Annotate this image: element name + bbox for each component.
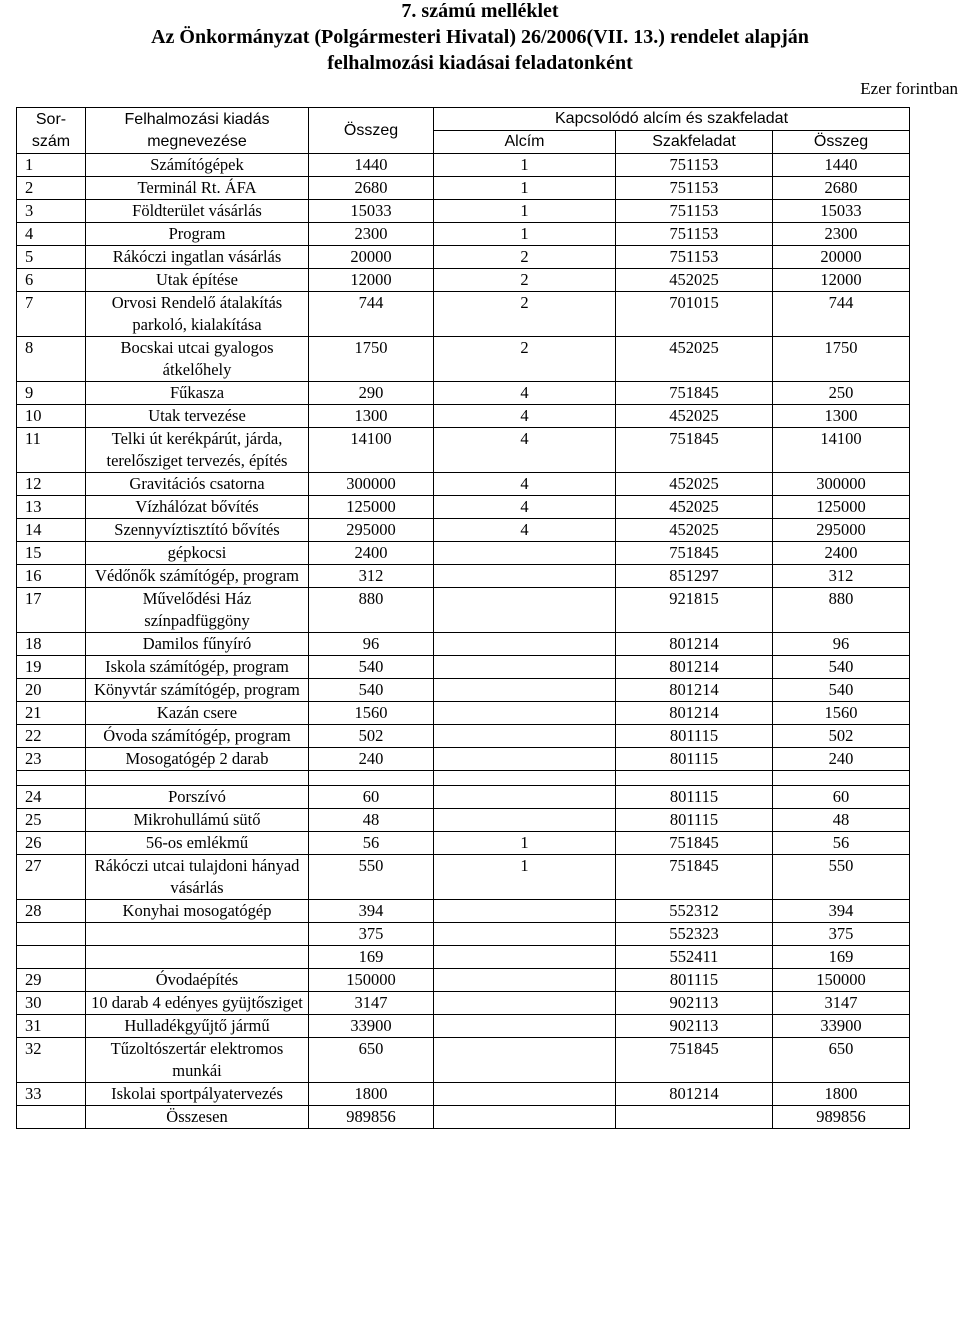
row-name: Könyvtár számítógép, program <box>86 679 309 702</box>
total-sum: 989856 <box>309 1106 434 1129</box>
table-row <box>17 1015 910 1038</box>
row-name: Óvoda számítógép, program <box>86 725 309 748</box>
row-szakfeladat: 552312 <box>616 900 773 923</box>
row-alcim: 1 <box>434 177 616 200</box>
row-number: 27 <box>17 855 86 900</box>
row-sum: 295000 <box>309 519 434 542</box>
row-name: Földterület vásárlás <box>86 200 309 223</box>
row-total: 1440 <box>773 154 910 177</box>
row-name: Iskolai sportpályatervezés <box>86 1083 309 1106</box>
row-number: 23 <box>17 748 86 771</box>
row-number: 30 <box>17 992 86 1015</box>
row-sum: 300000 <box>309 473 434 496</box>
row-szakfeladat: 452025 <box>616 405 773 428</box>
col-header-name-line2: megnevezése <box>147 132 247 150</box>
row-sum: 880 <box>309 588 434 633</box>
spacer-cell <box>434 771 616 786</box>
row-total: 33900 <box>773 1015 910 1038</box>
row-alcim: 1 <box>434 832 616 855</box>
row-alcim: 1 <box>434 154 616 177</box>
row-szakfeladat: 452025 <box>616 269 773 292</box>
row-alcim <box>434 809 616 832</box>
row-number: 22 <box>17 725 86 748</box>
row-total: 1750 <box>773 337 910 382</box>
row-total: 880 <box>773 588 910 633</box>
row-name: Óvodaépítés <box>86 969 309 992</box>
col-header-number-line1: Sor- <box>35 110 67 128</box>
row-number: 10 <box>17 405 86 428</box>
row-number: 14 <box>17 519 86 542</box>
row-total: 150000 <box>773 969 910 992</box>
row-name: Terminál Rt. ÁFA <box>86 177 309 200</box>
row-szakfeladat: 751845 <box>616 428 773 473</box>
row-number: 31 <box>17 1015 86 1038</box>
table-row <box>17 565 910 588</box>
row-number: 7 <box>17 292 86 337</box>
row-name: Konyhai mosogatógép <box>86 900 309 923</box>
row-sum: 20000 <box>309 246 434 269</box>
row-szakfeladat: 801115 <box>616 725 773 748</box>
row-name: Damilos fűnyíró <box>86 633 309 656</box>
row-sum: 15033 <box>309 200 434 223</box>
row-name: 56-os emlékmű <box>86 832 309 855</box>
row-total: 56 <box>773 832 910 855</box>
table-row <box>17 542 910 565</box>
col-header-total: Összeg <box>773 131 910 154</box>
row-alcim <box>434 1015 616 1038</box>
row-szakfeladat: 751845 <box>616 855 773 900</box>
row-szakfeladat: 902113 <box>616 1015 773 1038</box>
table-row <box>17 154 910 177</box>
row-szakfeladat: 801115 <box>616 748 773 771</box>
row-szakfeladat: 751153 <box>616 200 773 223</box>
row-sum: 2680 <box>309 177 434 200</box>
row-number <box>17 923 86 946</box>
row-number: 12 <box>17 473 86 496</box>
row-szakfeladat: 452025 <box>616 473 773 496</box>
row-number: 24 <box>17 786 86 809</box>
row-sum: 60 <box>309 786 434 809</box>
table-row <box>17 519 910 542</box>
table-row <box>17 786 910 809</box>
table-row <box>17 200 910 223</box>
row-szakfeladat: 801214 <box>616 656 773 679</box>
spacer-cell <box>616 771 773 786</box>
col-header-szakfeladat: Szakfeladat <box>616 131 773 154</box>
row-number: 25 <box>17 809 86 832</box>
total-row <box>17 1106 910 1129</box>
row-total: 2680 <box>773 177 910 200</box>
row-alcim: 4 <box>434 473 616 496</box>
row-sum: 1560 <box>309 702 434 725</box>
row-alcim: 2 <box>434 246 616 269</box>
table-row <box>17 382 910 405</box>
row-alcim <box>434 1038 616 1083</box>
row-number: 6 <box>17 269 86 292</box>
row-name: gépkocsi <box>86 542 309 565</box>
row-total: 96 <box>773 633 910 656</box>
row-sum: 312 <box>309 565 434 588</box>
table-row <box>17 405 910 428</box>
col-header-number-line2: szám <box>31 132 71 150</box>
row-name: Mosogatógép 2 darab <box>86 748 309 771</box>
row-number: 15 <box>17 542 86 565</box>
regulation-title: Az Önkormányzat (Polgármesteri Hivatal) 26/2006(VII. 13.) rendelet alapján <box>151 26 809 48</box>
row-number: 2 <box>17 177 86 200</box>
table-row <box>17 292 910 337</box>
row-sum: 150000 <box>309 969 434 992</box>
row-alcim: 2 <box>434 337 616 382</box>
row-total: 60 <box>773 786 910 809</box>
table-row <box>17 900 910 923</box>
row-name: Telki út kerékpárút, járda, terelősziget tervezés, építés <box>86 428 309 473</box>
expenditure-table <box>16 107 910 1129</box>
row-alcim <box>434 923 616 946</box>
spacer-cell <box>17 771 86 786</box>
row-name: Utak tervezése <box>86 405 309 428</box>
row-name: Utak építése <box>86 269 309 292</box>
row-total: 1300 <box>773 405 910 428</box>
row-name: Porszívó <box>86 786 309 809</box>
row-sum: 394 <box>309 900 434 923</box>
annex-number: 7. számú melléklet <box>401 0 559 22</box>
table-row <box>17 992 910 1015</box>
row-total: 250 <box>773 382 910 405</box>
spacer-cell <box>86 771 309 786</box>
row-szakfeladat: 921815 <box>616 588 773 633</box>
row-szakfeladat: 452025 <box>616 519 773 542</box>
row-total: 125000 <box>773 496 910 519</box>
row-szakfeladat: 801115 <box>616 786 773 809</box>
row-name: Orvosi Rendelő átalakítás parkoló, kialakítása <box>86 292 309 337</box>
row-szakfeladat: 801214 <box>616 679 773 702</box>
row-total: 169 <box>773 946 910 969</box>
row-szakfeladat: 552411 <box>616 946 773 969</box>
row-name: Iskola számítógép, program <box>86 656 309 679</box>
row-total: 502 <box>773 725 910 748</box>
row-sum: 1750 <box>309 337 434 382</box>
row-number: 16 <box>17 565 86 588</box>
row-sum: 650 <box>309 1038 434 1083</box>
row-total: 375 <box>773 923 910 946</box>
table-row <box>17 1038 910 1083</box>
row-sum: 33900 <box>309 1015 434 1038</box>
table-row <box>17 223 910 246</box>
row-alcim <box>434 786 616 809</box>
row-total: 540 <box>773 679 910 702</box>
row-sum: 240 <box>309 748 434 771</box>
row-name: Számítógépek <box>86 154 309 177</box>
spacer-cell <box>773 771 910 786</box>
col-header-name-line1: Felhalmozási kiadás <box>124 110 270 128</box>
row-name: Hulladékgyűjtő jármű <box>86 1015 309 1038</box>
table-row <box>17 923 910 946</box>
row-number: 28 <box>17 900 86 923</box>
row-sum: 375 <box>309 923 434 946</box>
row-number: 20 <box>17 679 86 702</box>
row-number: 1 <box>17 154 86 177</box>
table-row <box>17 588 910 633</box>
currency-unit-label: Ezer forintban <box>860 79 958 98</box>
row-total: 12000 <box>773 269 910 292</box>
row-total: 2300 <box>773 223 910 246</box>
row-name: Fűkasza <box>86 382 309 405</box>
row-sum: 1800 <box>309 1083 434 1106</box>
row-name: Művelődési Ház színpadfüggöny <box>86 588 309 633</box>
row-sum: 550 <box>309 855 434 900</box>
row-sum: 2400 <box>309 542 434 565</box>
col-header-alcim: Alcím <box>434 131 616 154</box>
table-row <box>17 969 910 992</box>
col-header-name <box>86 108 309 154</box>
row-alcim <box>434 969 616 992</box>
row-name: Kazán csere <box>86 702 309 725</box>
spacer-row <box>17 771 910 786</box>
row-number: 9 <box>17 382 86 405</box>
row-alcim <box>434 900 616 923</box>
row-alcim <box>434 946 616 969</box>
row-name: Bocskai utcai gyalogos átkelőhely <box>86 337 309 382</box>
row-sum: 96 <box>309 633 434 656</box>
row-number: 17 <box>17 588 86 633</box>
row-szakfeladat: 801214 <box>616 702 773 725</box>
row-alcim: 4 <box>434 496 616 519</box>
row-szakfeladat: 751845 <box>616 382 773 405</box>
row-total: 744 <box>773 292 910 337</box>
row-name <box>86 923 309 946</box>
total-row-number <box>17 1106 86 1129</box>
row-alcim: 4 <box>434 428 616 473</box>
row-szakfeladat: 801214 <box>616 633 773 656</box>
row-total: 240 <box>773 748 910 771</box>
row-szakfeladat: 552323 <box>616 923 773 946</box>
spacer-cell <box>309 771 434 786</box>
row-name <box>86 946 309 969</box>
row-alcim <box>434 633 616 656</box>
row-szakfeladat: 801115 <box>616 809 773 832</box>
row-number: 19 <box>17 656 86 679</box>
row-alcim <box>434 1083 616 1106</box>
row-szakfeladat: 902113 <box>616 992 773 1015</box>
row-sum: 125000 <box>309 496 434 519</box>
row-sum: 2300 <box>309 223 434 246</box>
row-total: 20000 <box>773 246 910 269</box>
row-total: 650 <box>773 1038 910 1083</box>
row-name: Program <box>86 223 309 246</box>
row-szakfeladat: 751845 <box>616 832 773 855</box>
row-name: 10 darab 4 edényes gyüjtősziget <box>86 992 309 1015</box>
row-number: 26 <box>17 832 86 855</box>
row-alcim <box>434 748 616 771</box>
row-name: Tűzoltószertár elektromos munkái <box>86 1038 309 1083</box>
row-name: Vízhálózat bővítés <box>86 496 309 519</box>
row-number: 29 <box>17 969 86 992</box>
table-row <box>17 809 910 832</box>
row-number <box>17 946 86 969</box>
row-szakfeladat: 751153 <box>616 177 773 200</box>
row-szakfeladat: 751153 <box>616 246 773 269</box>
table-row <box>17 1083 910 1106</box>
row-szakfeladat: 851297 <box>616 565 773 588</box>
row-alcim <box>434 588 616 633</box>
row-number: 3 <box>17 200 86 223</box>
row-szakfeladat: 452025 <box>616 496 773 519</box>
table-row <box>17 473 910 496</box>
row-alcim <box>434 702 616 725</box>
row-number: 13 <box>17 496 86 519</box>
row-number: 4 <box>17 223 86 246</box>
row-total: 14100 <box>773 428 910 473</box>
table-row <box>17 269 910 292</box>
row-name: Rákóczi utcai tulajdoni hányad vásárlás <box>86 855 309 900</box>
row-total: 15033 <box>773 200 910 223</box>
row-alcim: 2 <box>434 269 616 292</box>
document-subtitle: felhalmozási kiadásai feladatonként <box>327 52 633 74</box>
row-number: 11 <box>17 428 86 473</box>
row-alcim <box>434 565 616 588</box>
row-name: Szennyvíztisztító bővítés <box>86 519 309 542</box>
row-alcim: 1 <box>434 200 616 223</box>
row-szakfeladat: 751845 <box>616 542 773 565</box>
row-sum: 744 <box>309 292 434 337</box>
table-row <box>17 656 910 679</box>
row-alcim: 1 <box>434 855 616 900</box>
row-sum: 48 <box>309 809 434 832</box>
row-sum: 1300 <box>309 405 434 428</box>
row-alcim: 4 <box>434 405 616 428</box>
table-row <box>17 748 910 771</box>
row-alcim: 1 <box>434 223 616 246</box>
row-total: 312 <box>773 565 910 588</box>
header-row-1 <box>17 108 910 131</box>
row-szakfeladat: 801115 <box>616 969 773 992</box>
table-row <box>17 496 910 519</box>
total-alcim <box>434 1106 616 1129</box>
row-szakfeladat: 751153 <box>616 154 773 177</box>
table-row <box>17 679 910 702</box>
row-total: 550 <box>773 855 910 900</box>
row-szakfeladat: 801214 <box>616 1083 773 1106</box>
row-sum: 3147 <box>309 992 434 1015</box>
row-alcim: 4 <box>434 519 616 542</box>
total-label: Összesen <box>86 1106 309 1129</box>
row-szakfeladat: 751845 <box>616 1038 773 1083</box>
table-row <box>17 832 910 855</box>
table-row <box>17 633 910 656</box>
row-alcim <box>434 679 616 702</box>
row-alcim <box>434 542 616 565</box>
row-sum: 502 <box>309 725 434 748</box>
row-sum: 1440 <box>309 154 434 177</box>
table-row <box>17 177 910 200</box>
row-sum: 290 <box>309 382 434 405</box>
col-header-group: Kapcsolódó alcím és szakfeladat <box>434 108 910 131</box>
row-szakfeladat: 751153 <box>616 223 773 246</box>
row-alcim <box>434 992 616 1015</box>
row-sum: 56 <box>309 832 434 855</box>
row-name: Gravitációs csatorna <box>86 473 309 496</box>
row-name: Védőnők számítógép, program <box>86 565 309 588</box>
row-alcim: 4 <box>434 382 616 405</box>
row-number: 8 <box>17 337 86 382</box>
row-number: 32 <box>17 1038 86 1083</box>
table-row <box>17 855 910 900</box>
row-total: 295000 <box>773 519 910 542</box>
row-number: 21 <box>17 702 86 725</box>
row-alcim <box>434 725 616 748</box>
table-row <box>17 702 910 725</box>
row-number: 33 <box>17 1083 86 1106</box>
row-sum: 540 <box>309 656 434 679</box>
row-szakfeladat: 701015 <box>616 292 773 337</box>
table-row <box>17 246 910 269</box>
table-row <box>17 725 910 748</box>
row-total: 394 <box>773 900 910 923</box>
row-sum: 169 <box>309 946 434 969</box>
row-szakfeladat: 452025 <box>616 337 773 382</box>
row-total: 1800 <box>773 1083 910 1106</box>
table-row <box>17 337 910 382</box>
row-total: 3147 <box>773 992 910 1015</box>
row-name: Mikrohullámú sütő <box>86 809 309 832</box>
row-total: 2400 <box>773 542 910 565</box>
col-header-sum: Összeg <box>309 108 434 154</box>
total-szakfeladat <box>616 1106 773 1129</box>
row-sum: 12000 <box>309 269 434 292</box>
row-alcim: 2 <box>434 292 616 337</box>
row-total: 540 <box>773 656 910 679</box>
table-row <box>17 428 910 473</box>
row-total: 300000 <box>773 473 910 496</box>
row-sum: 14100 <box>309 428 434 473</box>
row-number: 18 <box>17 633 86 656</box>
col-header-number <box>17 108 86 154</box>
row-total: 48 <box>773 809 910 832</box>
row-total: 1560 <box>773 702 910 725</box>
total-total: 989856 <box>773 1106 910 1129</box>
row-sum: 540 <box>309 679 434 702</box>
row-alcim <box>434 656 616 679</box>
row-name: Rákóczi ingatlan vásárlás <box>86 246 309 269</box>
row-number: 5 <box>17 246 86 269</box>
table-row <box>17 946 910 969</box>
